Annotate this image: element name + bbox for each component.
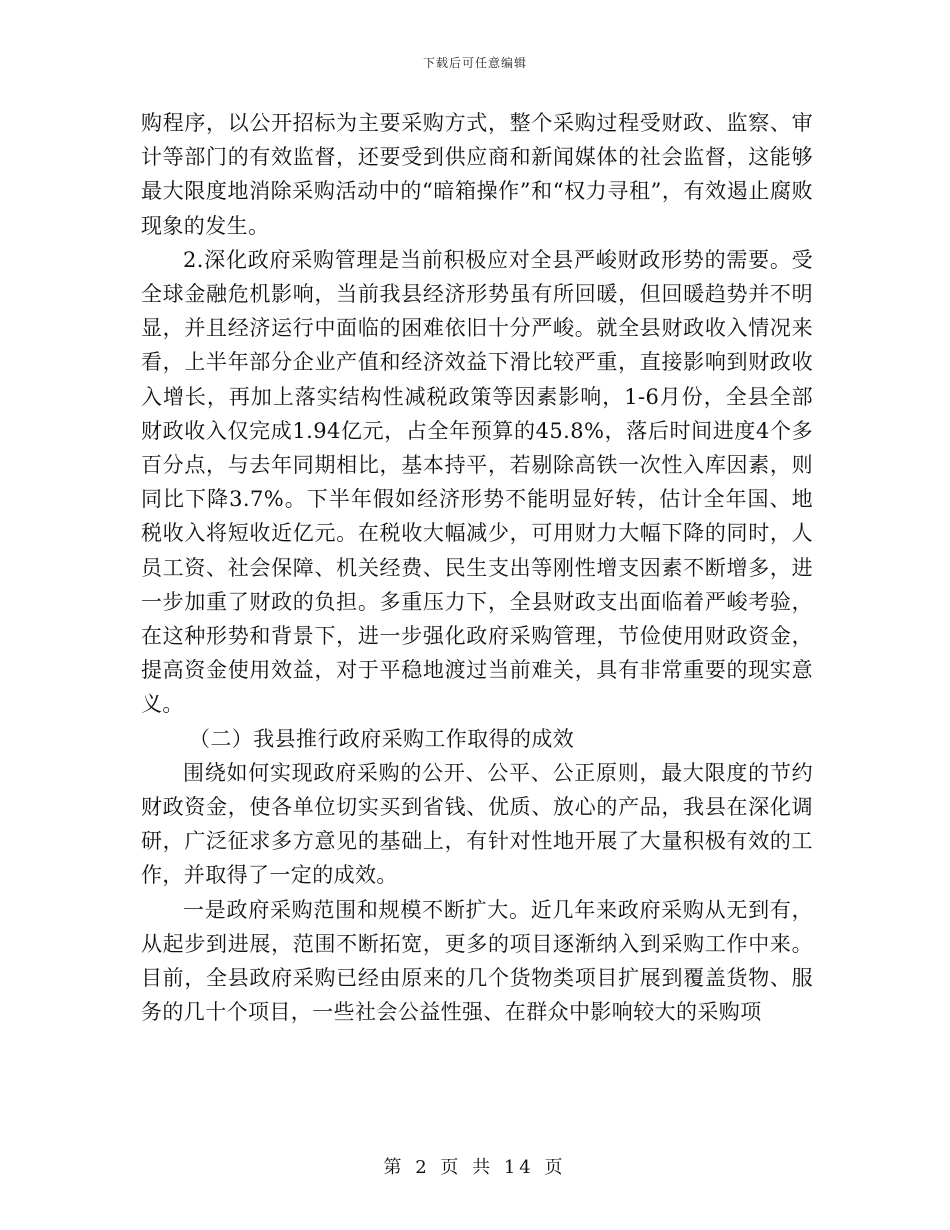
section-heading: （二）我县推行政府采购工作取得的成效 [189, 726, 575, 751]
page-number-footer: 第 2 页 共 14 页 [383, 1157, 567, 1178]
paragraph-achievements-intro: 围绕如何实现政府采购的公开、公平、公正原则，最大限度的节约财政资金，使各单位切实买到省钱、优质、放心的产品，我县在深化调研，广泛征求多方意见的基础上，有针对性地开展了大量积极有效的工作，并取得了一定的成效。 [141, 760, 813, 888]
document-body [141, 106, 813, 1029]
paragraph-fiscal-situation: 2.深化政府采购管理是当前积极应对全县严峻财政形势的需要。受全球金融危机影响，当前我县经济形势虽有所回暖，但回暖趋势并不明显，并且经济运行中面临的困难依旧十分严峻。就全县财政收入情况来看，上半年部分企业产值和经济效益下滑比较严重，直接影响到财政收入增长，再加上落实结构性减税政策等因素影响，1-6月份，全县全部财政收入仅完成1.94亿元，占全年预算的45.8%，落后时间进度4个多百分点，与去年同期相比，基本持平，若剔除高铁一次性入库因素，则同比下降3.7%。下半年假如经济形势不能明显好转，估计全年国、地税收入将短收近亿元。在税收大幅减少，可用财力大幅下降的同时，人员工资、社会保障、机关经费、民生支出等刚性增支因素不断增多，进一步加重了财政的负担。多重压力下，全县财政支出面临着严峻考验，在这种形势和背景下，进一步强化政府采购管理，节俭使用财政资金，提高资金使用效益，对于平稳地渡过当前难关，具有非常重要的现实意义。 [141, 247, 813, 717]
paragraph-scope-expansion: 一是政府采购范围和规模不断扩大。近几年来政府采购从无到有，从起步到进展，范围不断拓宽，更多的项目逐渐纳入到采购工作中来。目前，全县政府采购已经由原来的几个货物类项目扩展到覆盖货物、服务的几十个项目，一些社会公益性强、在群众中影响较大的采购项 [141, 897, 813, 1025]
page-header: 下载后可任意编辑 [422, 56, 527, 70]
paragraph-continuation: 购程序，以公开招标为主要采购方式，整个采购过程受财政、监察、审计等部门的有效监督，还要受到供应商和新闻媒体的社会监督，这能够最大限度地消除采购活动中的“暗箱操作”和“权力寻租”，有效遏止腐败现象的发生。 [141, 111, 813, 238]
